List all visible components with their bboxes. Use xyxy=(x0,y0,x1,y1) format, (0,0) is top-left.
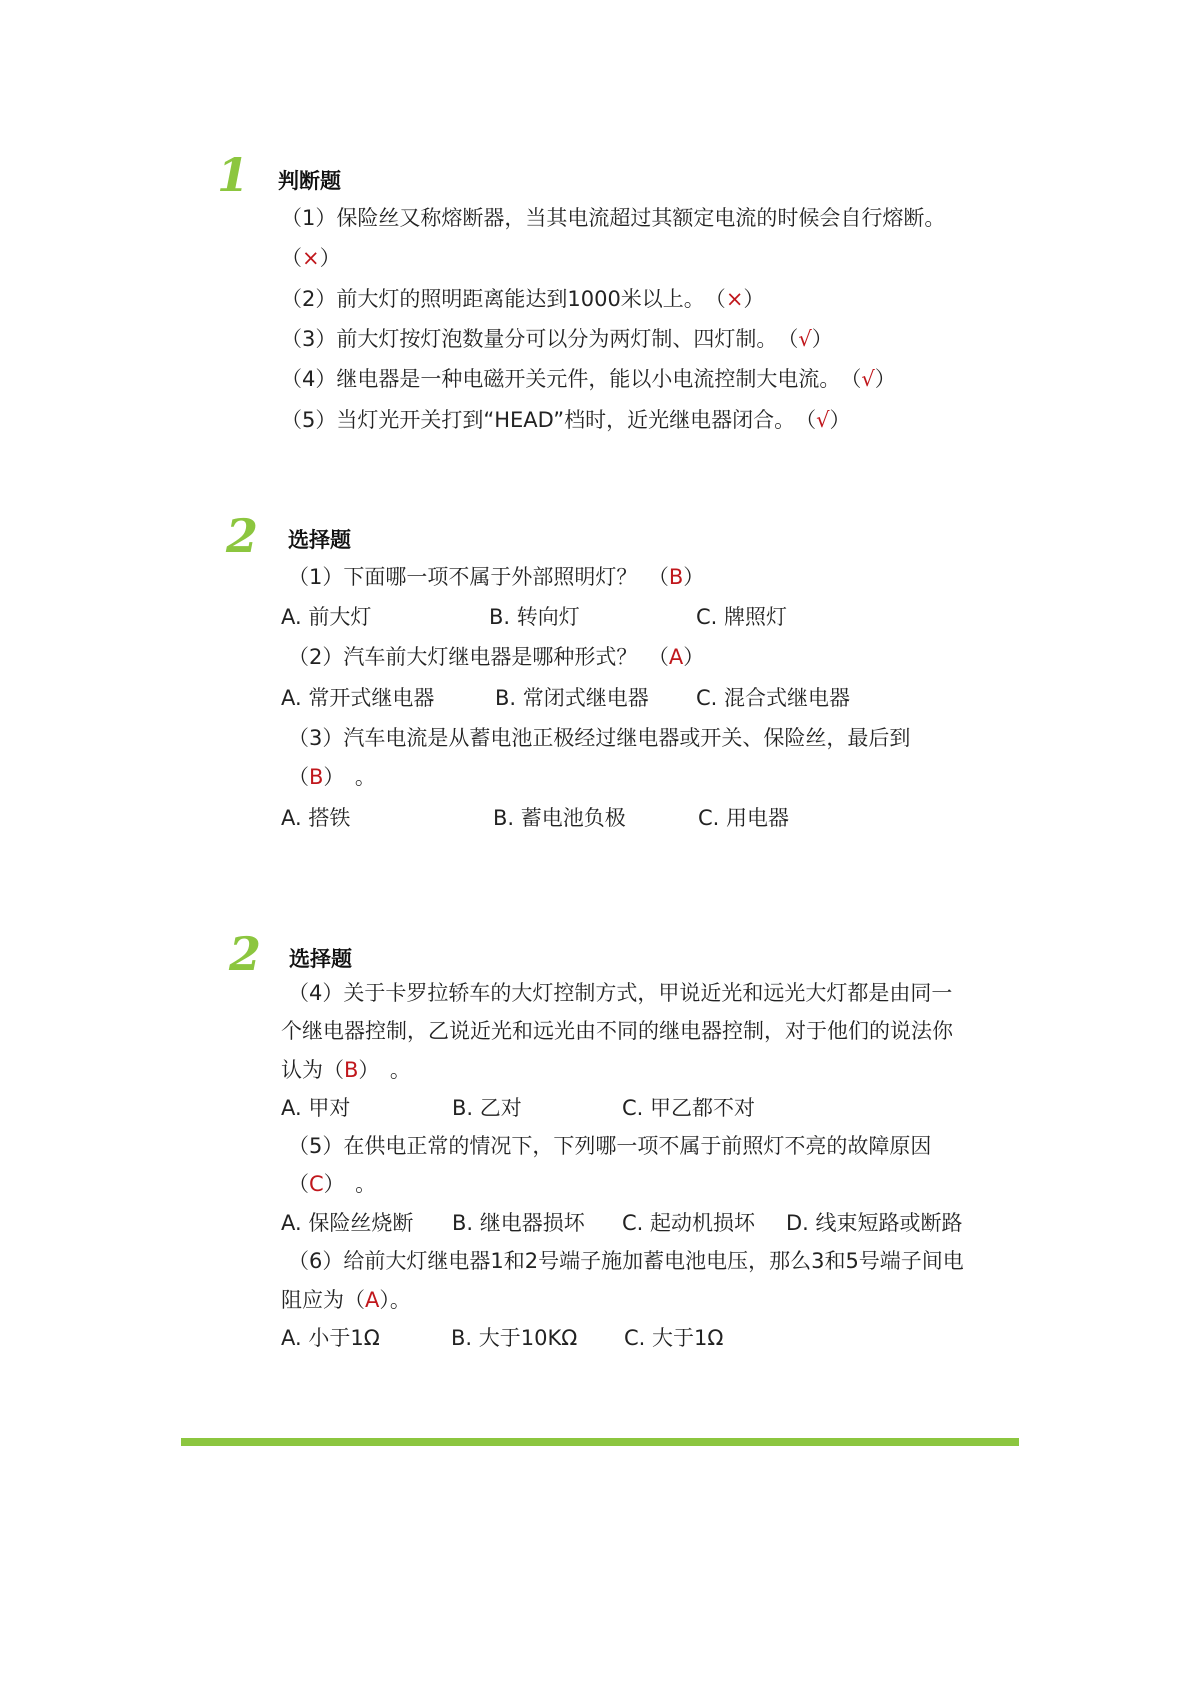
question-line: （4）关于卡罗拉轿车的大灯控制方式，甲说近光和远光大灯都是由同一 xyxy=(288,981,953,1005)
question-line: （4）继电器是一种电磁开关元件，能以小电流控制大电流。 （√） xyxy=(281,367,896,391)
answer-mark: B xyxy=(668,565,684,589)
option: A. 常开式继电器 xyxy=(281,686,435,710)
answer-line: （C） 。 xyxy=(288,1172,377,1196)
section-title: 判断题 xyxy=(278,169,341,193)
question-line: （1）保险丝又称熔断器，当其电流超过其额定电流的时候会自行熔断。 xyxy=(281,206,946,230)
answer-mark: B xyxy=(309,765,324,789)
answer-line: （B） 。 xyxy=(288,765,376,789)
question-line: （3）前大灯按灯泡数量分可以分为两灯制、四灯制。 （√） xyxy=(281,327,833,351)
question-line: （5）当灯光开关打到“HEAD”档时，近光继电器闭合。 （√） xyxy=(281,408,851,432)
answer-mark: A xyxy=(365,1288,380,1312)
option: B. 继电器损坏 xyxy=(452,1211,585,1235)
option: A. 小于1Ω xyxy=(281,1326,380,1350)
option: C. 甲乙都不对 xyxy=(622,1096,756,1120)
option: A. 甲对 xyxy=(281,1096,351,1120)
option: C. 牌照灯 xyxy=(696,605,788,629)
question-line: （2）汽车前大灯继电器是哪种形式？ （A） xyxy=(288,645,705,669)
option: B. 大于10KΩ xyxy=(451,1326,578,1350)
section-number: 2 xyxy=(226,509,259,563)
answer-line: （×） xyxy=(281,246,341,270)
option: B. 常闭式继电器 xyxy=(495,686,649,710)
answer-mark: √ xyxy=(798,327,812,351)
answer-mark: × xyxy=(302,246,320,270)
question-line: （6）给前大灯继电器1和2号端子施加蓄电池电压，那么3和5号端子间电 xyxy=(288,1249,964,1273)
option: C. 起动机损坏 xyxy=(622,1211,756,1235)
section-number: 2 xyxy=(229,927,262,981)
option: C. 混合式继电器 xyxy=(696,686,851,710)
option: B. 乙对 xyxy=(452,1096,522,1120)
option: A. 搭铁 xyxy=(281,806,351,830)
answer-mark: √ xyxy=(816,408,830,432)
question-line: （5）在供电正常的情况下，下列哪一项不属于前照灯不亮的故障原因 xyxy=(288,1134,932,1158)
section-title: 选择题 xyxy=(288,528,351,552)
question-line: 阻应为（A）。 xyxy=(281,1288,411,1312)
question-line: 认为（B） 。 xyxy=(281,1058,411,1082)
answer-mark: B xyxy=(344,1058,359,1082)
option: B. 转向灯 xyxy=(489,605,580,629)
question-line: 个继电器控制，乙说近光和远光由不同的继电器控制，对于他们的说法你 xyxy=(281,1019,953,1043)
option: D. 线束短路或断路 xyxy=(786,1211,963,1235)
answer-mark: × xyxy=(725,287,744,311)
option: C. 大于1Ω xyxy=(624,1326,724,1350)
option: B. 蓄电池负极 xyxy=(493,806,626,830)
footer-divider xyxy=(181,1438,1019,1446)
answer-mark: A xyxy=(668,645,684,669)
option: C. 用电器 xyxy=(698,806,790,830)
question-line: （2）前大灯的照明距离能达到1000米以上。 （×） xyxy=(281,287,765,311)
answer-mark: √ xyxy=(861,367,875,391)
option: A. 保险丝烧断 xyxy=(281,1211,414,1235)
question-line: （3）汽车电流是从蓄电池正极经过继电器或开关、保险丝，最后到 xyxy=(288,726,911,750)
answer-mark: C xyxy=(309,1172,324,1196)
question-line: （1）下面哪一项不属于外部照明灯？ （B） xyxy=(288,565,705,589)
section-title: 选择题 xyxy=(289,947,352,971)
section-number: 1 xyxy=(217,148,250,202)
option: A. 前大灯 xyxy=(281,605,372,629)
